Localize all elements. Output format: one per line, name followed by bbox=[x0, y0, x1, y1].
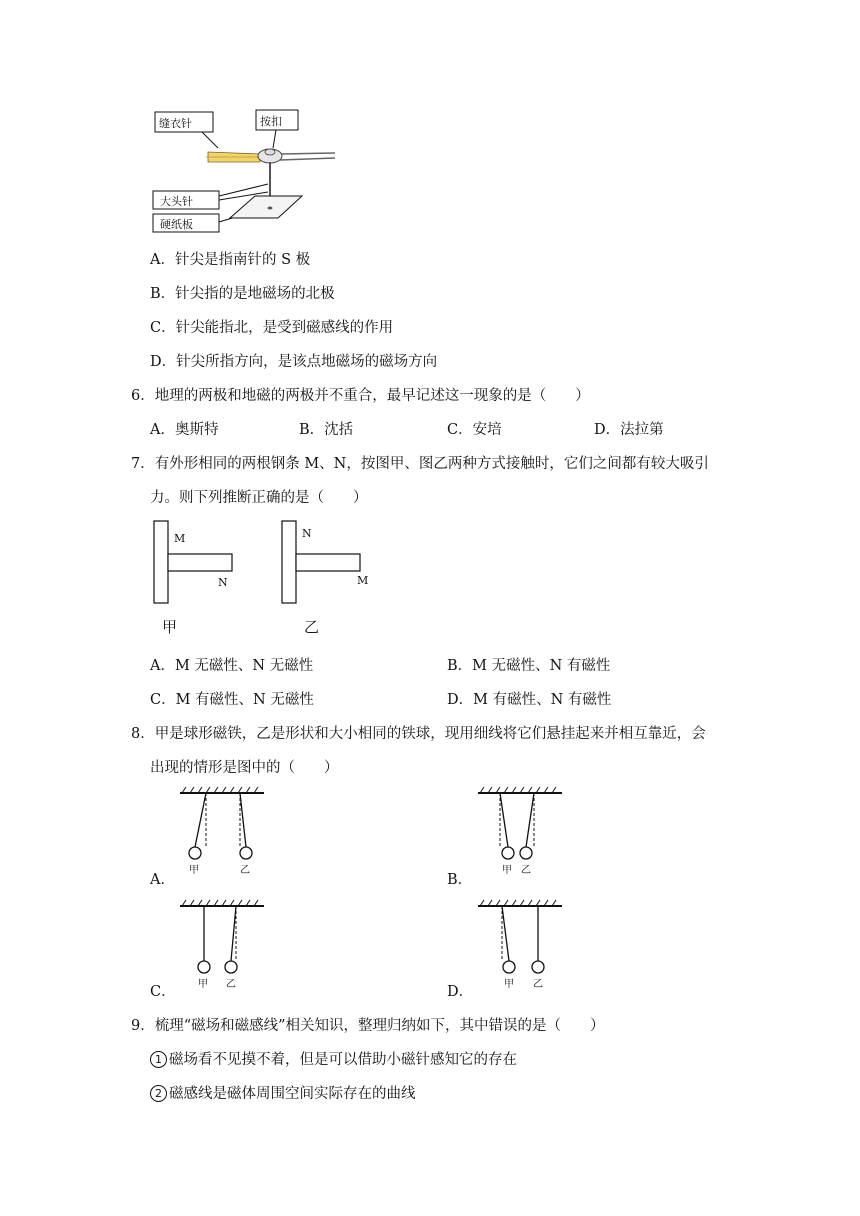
q8-figure-a bbox=[176, 785, 276, 880]
q7-option-a: A．M 无磁性、N 无磁性 bbox=[150, 658, 314, 674]
q8-option-b-letter: B． bbox=[447, 872, 473, 888]
svg-text:甲: 甲 bbox=[189, 865, 199, 876]
svg-text:甲: 甲 bbox=[504, 979, 514, 990]
q9-item-1-text: 磁场看不见摸不着，但是可以借助小磁针感知它的存在 bbox=[169, 1052, 517, 1068]
label-needle: 缝衣针 bbox=[159, 117, 192, 130]
compass-needle-figure bbox=[150, 100, 330, 240]
q6-option-c: C．安培 bbox=[447, 422, 502, 438]
q7-option-b: B．M 无磁性、N 有磁性 bbox=[447, 658, 611, 674]
steel-bars-figure bbox=[150, 515, 390, 640]
label-button: 按扣 bbox=[260, 115, 282, 128]
q9-stem: 9．梳理“磁场和磁感线”相关知识，整理归纳如下，其中错误的是（ ） bbox=[131, 1018, 605, 1034]
q8-option-d-letter: D． bbox=[447, 984, 474, 1000]
q6-option-a: A．奥斯特 bbox=[150, 422, 219, 438]
q6-option-b: B．沈括 bbox=[299, 422, 354, 438]
circled-number-2: 2 bbox=[150, 1085, 167, 1102]
q7-stem-line1: 7．有外形相同的两根钢条 M、N，按图甲、图乙两种方式接触时，它们之间都有较大吸引 bbox=[131, 456, 709, 472]
q5-option-c: C．针尖能指北，是受到磁感线的作用 bbox=[150, 320, 394, 336]
q5-option-b: B．针尖指的是地磁场的北极 bbox=[150, 286, 335, 302]
q5-option-d: D．针尖所指方向，是该点地磁场的磁场方向 bbox=[150, 354, 438, 370]
q6-stem: 6．地理的两极和地磁的两极并不重合，最早记述这一现象的是（ ） bbox=[131, 388, 590, 404]
q8-option-c-letter: C． bbox=[150, 984, 176, 1000]
q5-option-a: A．针尖是指南针的 S 极 bbox=[150, 252, 311, 268]
figure-label-yi: 乙 bbox=[304, 618, 320, 636]
q6-option-d: D．法拉第 bbox=[594, 422, 664, 438]
q9-item-2 bbox=[150, 1082, 416, 1103]
svg-text:乙: 乙 bbox=[521, 865, 531, 876]
q9-item-1 bbox=[150, 1048, 517, 1069]
q7-option-d: D．M 有磁性、N 有磁性 bbox=[447, 692, 612, 708]
figure-label-jia: 甲 bbox=[162, 618, 178, 636]
svg-text:乙: 乙 bbox=[226, 979, 236, 990]
q7-stem-line2: 力。则下列推断正确的是（ ） bbox=[150, 490, 368, 506]
bar-label-m-jia: M bbox=[174, 532, 186, 545]
bar-label-n-jia: N bbox=[218, 576, 228, 589]
q8-figure-b bbox=[474, 785, 574, 880]
q7-option-c: C．M 有磁性、N 无磁性 bbox=[150, 692, 314, 708]
circled-number-1: 1 bbox=[150, 1051, 167, 1068]
q8-figure-d bbox=[474, 898, 574, 993]
q8-figure-c bbox=[176, 898, 276, 993]
q8-stem-line2: 出现的情形是图中的（ ） bbox=[150, 760, 339, 776]
bar-label-m-yi: M bbox=[357, 574, 369, 587]
svg-text:甲: 甲 bbox=[198, 979, 208, 990]
svg-text:乙: 乙 bbox=[240, 865, 250, 876]
q8-stem-line1: 8．甲是球形磁铁，乙是形状和大小相同的铁球，现用细线将它们悬挂起来并相互靠近，会 bbox=[131, 726, 706, 742]
label-pin: 大头针 bbox=[160, 195, 193, 208]
svg-text:甲: 甲 bbox=[502, 865, 512, 876]
svg-text:乙: 乙 bbox=[533, 979, 543, 990]
q9-item-2-text: 磁感线是磁体周围空间实际存在的曲线 bbox=[169, 1086, 416, 1102]
bar-label-n-yi: N bbox=[302, 527, 312, 540]
q8-option-a-letter: A． bbox=[150, 872, 175, 888]
label-card: 硬纸板 bbox=[160, 218, 193, 231]
